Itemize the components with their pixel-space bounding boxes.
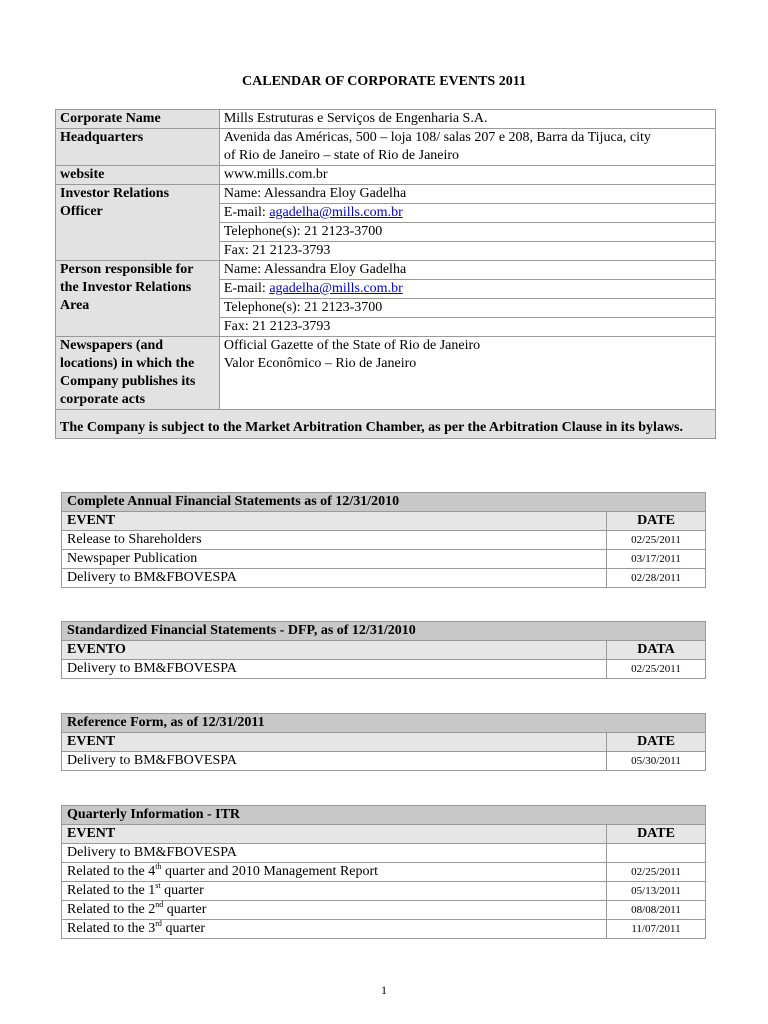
ir-responsible-label-line-2: the Investor Relations bbox=[60, 280, 192, 295]
table-row bbox=[62, 752, 706, 771]
iro-email-link[interactable]: agadelha@mills.com.br bbox=[269, 205, 403, 220]
event-text: Related to the 1 bbox=[67, 883, 156, 898]
event-cell bbox=[62, 882, 607, 901]
date-cell: 02/28/2011 bbox=[607, 569, 706, 588]
event-text: quarter bbox=[160, 883, 204, 898]
event-cell: Delivery to BM&FBOVESPA bbox=[62, 660, 607, 679]
dfp-header: Standardized Financial Statements - DFP, as of 12/31/2010 bbox=[62, 622, 706, 641]
iro-email-cell bbox=[219, 204, 715, 223]
event-cell bbox=[62, 920, 607, 939]
date-cell: 03/17/2011 bbox=[607, 550, 706, 569]
newspapers-label-line-4: corporate acts bbox=[60, 392, 146, 407]
date-cell bbox=[607, 844, 706, 863]
event-text: Related to the 2 bbox=[67, 902, 156, 917]
newspaper-2: Valor Econômico – Rio de Janeiro bbox=[223, 356, 417, 371]
date-column-header: DATE bbox=[607, 733, 706, 752]
date-column-header: DATE bbox=[607, 512, 706, 531]
iro-email-prefix: E-mail: bbox=[223, 205, 270, 220]
itr-table bbox=[61, 805, 706, 939]
event-column-header: EVENT bbox=[62, 733, 607, 752]
event-column-header: EVENT bbox=[62, 825, 607, 844]
event-text: Related to the 3 bbox=[67, 921, 156, 936]
table-row bbox=[62, 920, 706, 939]
date-cell: 05/30/2011 bbox=[607, 752, 706, 771]
event-cell bbox=[62, 901, 607, 920]
corporate-name-label: Corporate Name bbox=[56, 110, 220, 129]
iro-name: Name: Alessandra Eloy Gadelha bbox=[219, 185, 715, 204]
date-cell: 08/08/2011 bbox=[607, 901, 706, 920]
ir-responsible-label-line-3: Area bbox=[60, 298, 90, 313]
event-cell bbox=[62, 863, 607, 882]
ordinal-suffix: nd bbox=[155, 900, 164, 909]
event-text: Related to the 4 bbox=[67, 864, 156, 879]
page-number: 1 bbox=[381, 983, 387, 997]
date-cell: 02/25/2011 bbox=[607, 863, 706, 882]
ir-responsible-label-line-1: Person responsible for bbox=[60, 262, 194, 277]
newspapers-label bbox=[56, 337, 220, 410]
table-row bbox=[62, 569, 706, 588]
headquarters-label: Headquarters bbox=[56, 129, 220, 166]
ir-responsible-name: Name: Alessandra Eloy Gadelha bbox=[219, 261, 715, 280]
event-cell: Delivery to BM&FBOVESPA bbox=[62, 844, 607, 863]
headquarters-value bbox=[219, 129, 715, 166]
event-column-header: EVENT bbox=[62, 512, 607, 531]
ordinal-suffix: th bbox=[155, 862, 162, 871]
event-text: quarter bbox=[163, 902, 207, 917]
ir-responsible-fax: Fax: 21 2123-3793 bbox=[219, 318, 715, 337]
itr-header: Quarterly Information - ITR bbox=[62, 806, 706, 825]
annual-statements-header: Complete Annual Financial Statements as of 12/31/2010 bbox=[62, 493, 706, 512]
reference-form-table bbox=[61, 713, 706, 771]
table-row bbox=[62, 863, 706, 882]
newspaper-1: Official Gazette of the State of Rio de Janeiro bbox=[223, 338, 481, 353]
date-column-header: DATA bbox=[607, 641, 706, 660]
newspapers-label-line-2: locations) in which the bbox=[60, 356, 195, 371]
annual-statements-table bbox=[61, 492, 706, 588]
date-cell: 05/13/2011 bbox=[607, 882, 706, 901]
table-row bbox=[62, 901, 706, 920]
company-info-table bbox=[55, 109, 716, 439]
table-row bbox=[62, 531, 706, 550]
newspapers-label-line-1: Newspapers (and bbox=[60, 338, 164, 353]
table-row bbox=[62, 550, 706, 569]
iro-phone: Telephone(s): 21 2123-3700 bbox=[219, 223, 715, 242]
iro-label-line-2: Officer bbox=[60, 204, 103, 219]
newspapers-label-line-3: Company publishes its bbox=[60, 374, 196, 389]
event-cell: Release to Shareholders bbox=[62, 531, 607, 550]
page-title: CALENDAR OF CORPORATE EVENTS 2011 bbox=[242, 74, 526, 89]
ir-responsible-email-link[interactable]: agadelha@mills.com.br bbox=[269, 281, 403, 296]
iro-label bbox=[56, 185, 220, 261]
ordinal-suffix: rd bbox=[155, 919, 162, 928]
iro-fax: Fax: 21 2123-3793 bbox=[219, 242, 715, 261]
iro-label-line-1: Investor Relations bbox=[60, 186, 170, 201]
date-column-header: DATE bbox=[607, 825, 706, 844]
headquarters-line-2: of Rio de Janeiro – state of Rio de Janeiro bbox=[223, 148, 460, 163]
newspapers-value bbox=[219, 337, 715, 410]
dfp-table bbox=[61, 621, 706, 679]
event-text: quarter and 2010 Management Report bbox=[161, 864, 379, 879]
date-cell: 11/07/2011 bbox=[607, 920, 706, 939]
reference-form-header: Reference Form, as of 12/31/2011 bbox=[62, 714, 706, 733]
website-value: www.mills.com.br bbox=[219, 166, 715, 185]
event-cell: Delivery to BM&FBOVESPA bbox=[62, 752, 607, 771]
table-row bbox=[62, 844, 706, 863]
table-row bbox=[62, 660, 706, 679]
ordinal-suffix: st bbox=[155, 881, 161, 890]
ir-responsible-email-cell bbox=[219, 280, 715, 299]
ir-responsible-phone: Telephone(s): 21 2123-3700 bbox=[219, 299, 715, 318]
arbitration-note: The Company is subject to the Market Arbitration Chamber, as per the Arbitration Clause in its bylaws. bbox=[56, 410, 716, 439]
event-cell: Newspaper Publication bbox=[62, 550, 607, 569]
corporate-name-value: Mills Estruturas e Serviços de Engenharia S.A. bbox=[219, 110, 715, 129]
event-column-header: EVENTO bbox=[62, 641, 607, 660]
website-label: website bbox=[56, 166, 220, 185]
table-row bbox=[62, 882, 706, 901]
ir-responsible-label bbox=[56, 261, 220, 337]
date-cell: 02/25/2011 bbox=[607, 660, 706, 679]
headquarters-line-1: Avenida das Américas, 500 – loja 108/ salas 207 e 208, Barra da Tijuca, city bbox=[223, 130, 651, 145]
event-text: quarter bbox=[161, 921, 206, 936]
ir-responsible-email-prefix: E-mail: bbox=[223, 281, 270, 296]
date-cell: 02/25/2011 bbox=[607, 531, 706, 550]
event-cell: Delivery to BM&FBOVESPA bbox=[62, 569, 607, 588]
